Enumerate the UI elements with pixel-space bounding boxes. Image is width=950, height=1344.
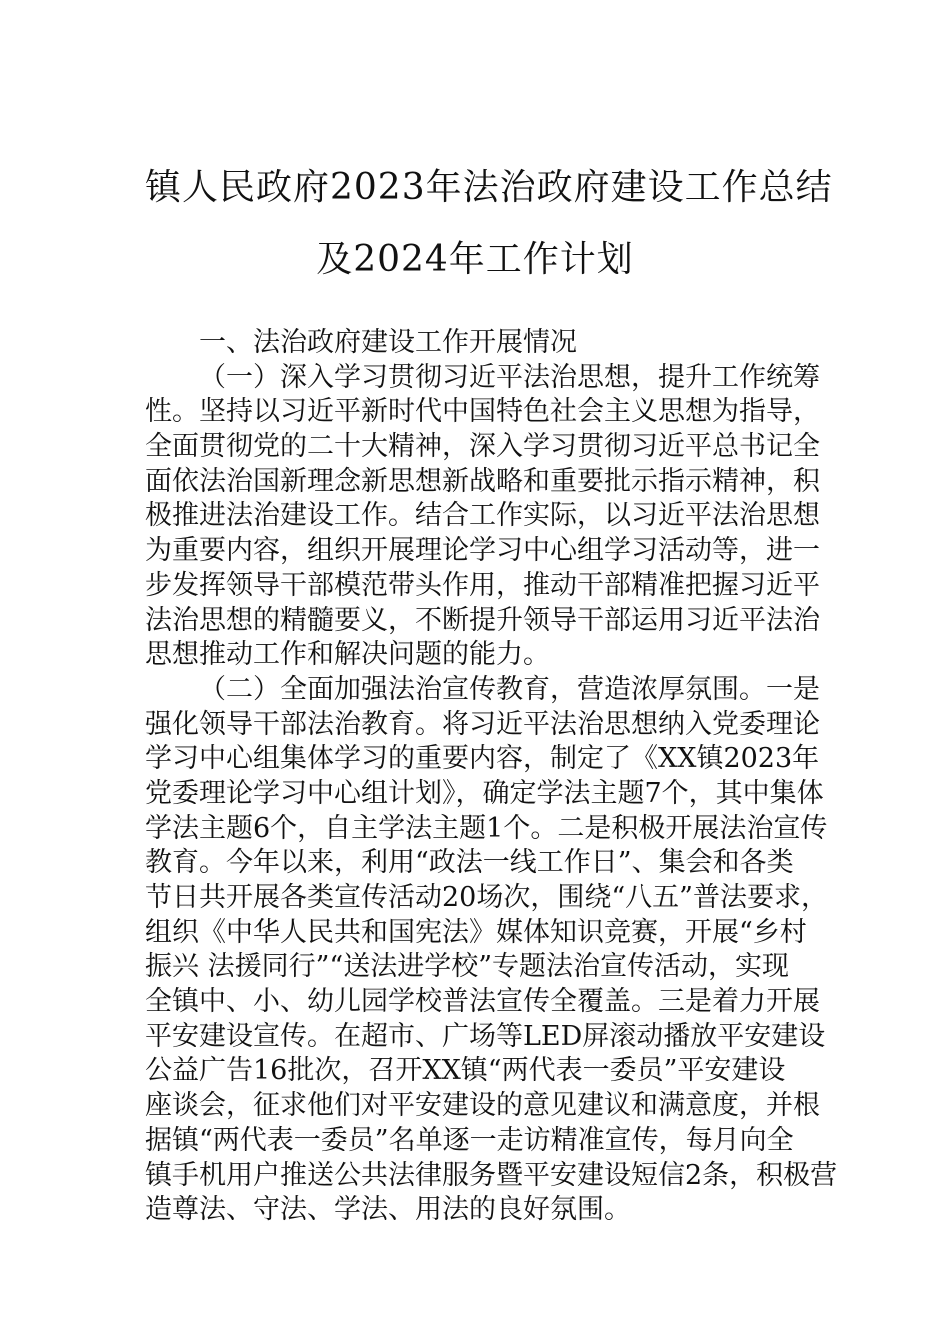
body-text-line: 步发挥领导干部模范带头作用，推动干部精准把握习近平	[145, 569, 820, 601]
body-text-line: 极推进法治建设工作。结合工作实际，以习近平法治思想	[145, 500, 820, 532]
body-text-line: 据镇“两代表一委员”名单逐一走访精准宣传，每月向全	[145, 1124, 794, 1156]
body-text-line: （一）深入学习贯彻习近平法治思想，提升工作统筹	[199, 361, 820, 393]
body-text-line: 平安建设宣传。在超市、广场等LED屏滚动播放平安建设	[145, 1020, 826, 1052]
body-text-line: 为重要内容，组织开展理论学习中心组学习活动等，进一	[145, 535, 820, 567]
body-text-line: 教育。今年以来，利用“政法一线工作日”、集会和各类	[145, 847, 794, 879]
document-title-line-1: 镇人民政府2023年法治政府建设工作总结	[145, 167, 833, 208]
body-text-line: 性。坚持以习近平新时代中国特色社会主义思想为指导，	[145, 396, 820, 428]
body-text-line: 造尊法、守法、学法、用法的良好氛围。	[145, 1194, 631, 1226]
body-text-line: 法治思想的精髓要义，不断提升领导干部运用习近平法治	[145, 604, 820, 636]
body-text-line: 公益广告16批次，召开XX镇“两代表一委员”平安建设	[145, 1055, 786, 1087]
body-text-line: 一、法治政府建设工作开展情况	[199, 327, 577, 358]
body-text-line: 面依法治国新理念新思想新战略和重要批示指示精神，积	[145, 465, 820, 497]
body-text-line: （二）全面加强法治宣传教育，营造浓厚氛围。一是	[199, 673, 820, 705]
body-text-line: 座谈会，征求他们对平安建设的意见建议和满意度，并根	[145, 1090, 820, 1122]
document-title-line-2: 及2024年工作计划	[316, 239, 634, 280]
body-text-line: 党委理论学习中心组计划》，确定学法主题7个，其中集体	[145, 777, 824, 809]
body-text-line: 镇手机用户推送公共法律服务暨平安建设短信2条，积极营	[145, 1159, 838, 1191]
body-text-line: 强化领导干部法治教育。将习近平法治思想纳入党委理论	[145, 708, 820, 740]
body-text-line: 组织《中华人民共和国宪法》媒体知识竞赛，开展“乡村	[145, 916, 807, 948]
body-text-line: 全面贯彻党的二十大精神，深入学习贯彻习近平总书记全	[145, 431, 820, 463]
body-text-line: 学习中心组集体学习的重要内容，制定了《XX镇2023年	[145, 743, 820, 775]
document-body	[145, 326, 838, 1228]
body-text-line: 节日共开展各类宣传活动20场次，围绕“八五”普法要求，	[145, 882, 828, 913]
body-text-line: 全镇中、小、幼儿园学校普法宣传全覆盖。三是着力开展	[145, 986, 820, 1018]
body-text-line: 振兴 法援同行”“送法进学校”专题法治宣传活动，实现	[145, 951, 789, 983]
body-text-line: 学法主题6个，自主学法主题1个。二是积极开展法治宣传	[145, 812, 828, 844]
body-text-line: 思想推动工作和解决问题的能力。	[145, 639, 550, 671]
